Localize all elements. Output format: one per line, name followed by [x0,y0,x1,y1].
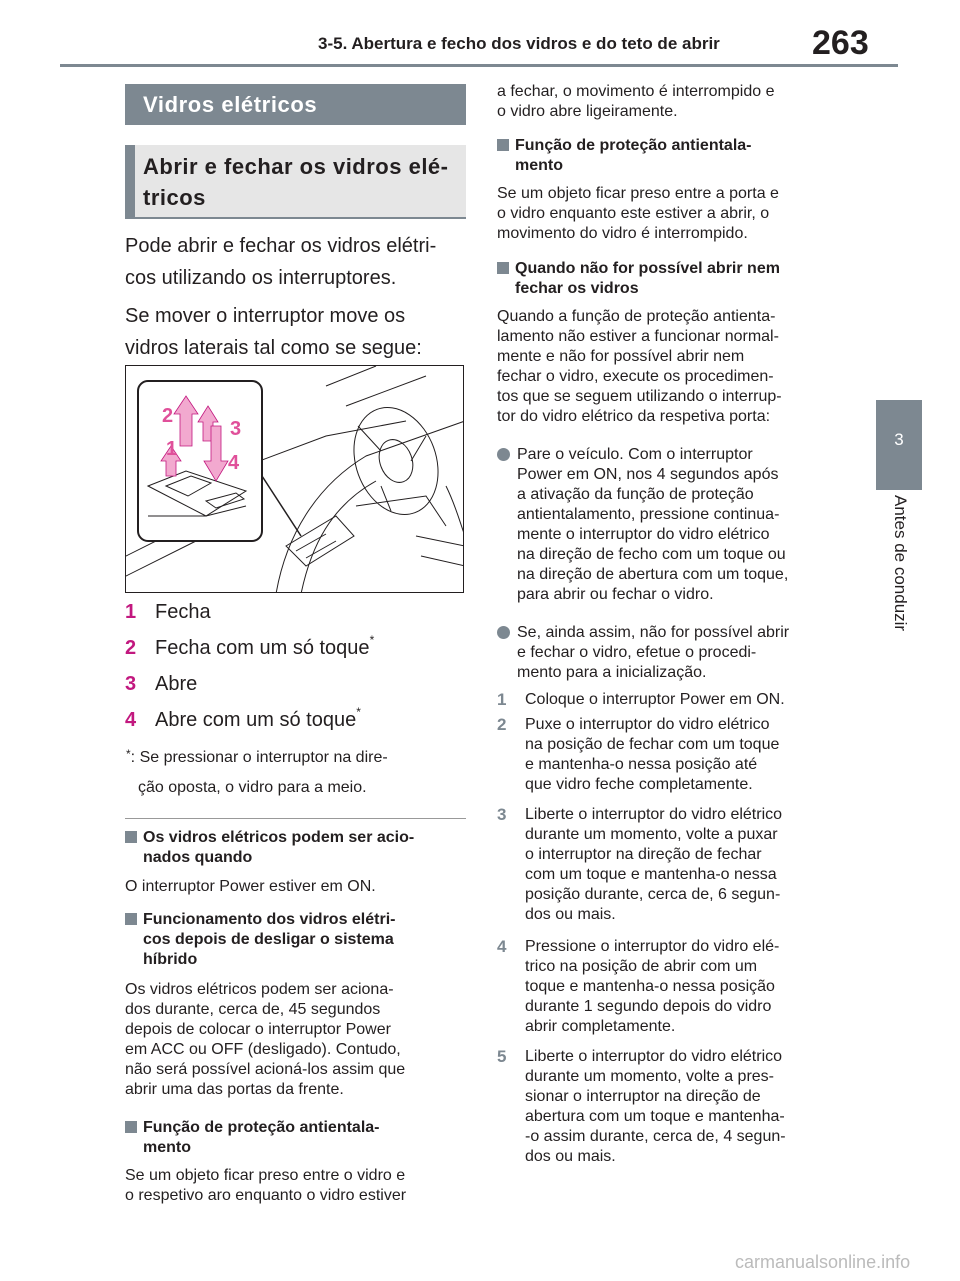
section-title-bar [125,84,466,125]
note-line: toque e mantenha-o nessa posição [525,978,775,995]
note-line: dos ou mais. [525,906,616,923]
note-heading-line: cos depois de desligar o sistema [143,931,394,948]
note-line: Coloque o interruptor Power em ON. [525,691,785,708]
square-bullet-icon [497,262,509,274]
step-item [125,705,361,732]
watermark: carmanualsonline.info [735,1252,911,1272]
note-heading-line: mento [515,157,563,174]
step-number: 4 [125,709,137,731]
bullet-item [497,445,788,605]
note-line: Liberte o interruptor do vidro elétrico [525,1048,783,1065]
note-line: mente o interruptor do vidro elétrico [517,526,770,543]
numbered-step [497,715,779,795]
note-line: Puxe o interruptor do vidro elétrico [525,716,770,733]
note-line: mento para a inicialização. [517,664,707,681]
square-bullet-icon [125,1121,137,1133]
note-heading-line: fechar os vidros [515,280,639,297]
note-line: Se um objeto ficar preso entre a porta e [497,185,779,202]
figure-label: 3 [230,418,242,440]
note-line: sionar o interruptor na direção de [525,1088,761,1105]
note-line: dos ou mais. [525,1148,616,1165]
dashboard-drawing [126,366,464,593]
note-line: durante um momento, volte a pres- [525,1068,775,1085]
step-text: Fecha com um só toque [155,637,370,659]
numbered-step [497,805,782,925]
note-line: e fechar o vidro, efetue o procedi- [517,644,757,661]
intro-line: Se mover o interruptor move os [125,305,406,327]
note-line: O interruptor Power estiver em ON. [125,878,376,895]
note-heading-line: Funcionamento dos vidros elétri- [143,911,396,928]
step-number: 2 [125,637,137,659]
subsection-title: Abrir e fechar os vidros elé- tricos [143,154,449,210]
note-line: mente e não for possível abrir nem [497,348,745,365]
note-line: a ativação da função de proteção [517,486,754,503]
note-line: posição durante, cerca de, 6 segun- [525,886,781,903]
section-title: Vidros elétricos [143,92,318,117]
note-line: e mantenha-o nessa posição até [525,756,758,773]
header-rule [60,64,898,67]
note-line: não será possível acioná-los assim que [125,1061,406,1078]
note-heading-line: nados quando [143,849,253,866]
figure-label: 1 [166,438,178,460]
note-line: Power em ON, nos 4 segundos após [517,466,779,483]
note-heading [125,828,473,868]
note-line: abrir uma das portas da frente. [125,1081,344,1098]
note-line: que vidro feche completamente. [525,776,753,793]
square-bullet-icon [497,139,509,151]
step-number: 5 [497,1047,507,1066]
note-heading [125,1118,473,1158]
step-text: Abre [155,673,198,695]
figure-label: 4 [228,452,240,474]
asterisk: * [369,633,375,647]
step-number: 1 [125,601,137,623]
note-line: abrir completamente. [525,1018,676,1035]
note-body [497,307,782,427]
intro-line: vidros laterais tal como se segue: [125,337,422,359]
note-line: -o assim durante, cerca de, 4 segun- [525,1128,786,1145]
step-number: 3 [125,673,137,695]
note-heading [125,910,473,970]
note-line: Se um objeto ficar preso entre o vidro e [125,1167,406,1184]
page-number: 263 [812,24,869,62]
note-body [125,877,376,897]
footnote-line: ção oposta, o vidro para a meio. [138,779,367,796]
note-line: na posição de fechar com um toque [525,736,780,753]
note-line: Liberte o interruptor do vidro elétrico [525,806,783,823]
note-body [497,184,779,244]
note-line: tos que se seguem utilizando o interrup- [497,388,782,405]
numbered-step [497,690,785,710]
intro-text [125,230,436,364]
round-bullet-icon [497,626,510,639]
note-heading-line: Função de proteção antientala- [515,137,752,154]
note-line: abertura com um toque e mantenha- [525,1108,785,1125]
note-line: durante um momento, volte a puxar [525,826,778,843]
square-bullet-icon [125,913,137,925]
chapter-number: 3 [894,430,904,449]
subsection-rule [125,217,466,219]
step-item [125,633,375,660]
note-line: Quando a função de proteção antienta- [497,308,776,325]
running-header-title: 3-5. Abertura e fecho dos vidros e do teto de abrir [318,34,720,53]
round-bullet-icon [497,448,510,461]
subsection-title-bar [125,145,466,217]
step-number: 2 [497,715,507,734]
step-text: Abre com um só toque [155,709,357,731]
step-text: Fecha [155,601,211,623]
note-line: Os vidros elétricos podem ser aciona- [125,981,394,998]
note-line: lamento não estiver a funcionar normal- [497,328,779,345]
square-bullet-icon [125,831,137,843]
note-line: Pressione o interruptor do vidro elé- [525,938,780,955]
note-line: o respetivo aro enquanto o vidro estiver [125,1187,407,1204]
step-number: 1 [497,690,507,709]
note-body [125,1166,406,1206]
note-line: o vidro abre ligeiramente. [497,103,678,120]
note-heading [497,259,855,299]
step-number: 4 [497,937,507,956]
intro-line: Pode abrir e fechar os vidros elétri- [125,235,437,257]
note-line: Se, ainda assim, não for possível abrir [517,624,790,641]
note-line: a fechar, o movimento é interrompido e [497,83,775,100]
footnote-mark: * [126,747,131,761]
note-line: na direção de fecho com um toque ou [517,546,786,563]
step-number: 3 [497,805,507,824]
note-line: tor do vidro elétrico da respetiva porta: [497,408,771,425]
numbered-step [497,937,779,1037]
note-line: com um toque e mantenha-o nessa [525,866,777,883]
bullet-item [497,623,789,683]
note-line: o vidro enquanto este estiver a abrir, o [497,205,770,222]
continued-text [497,82,774,122]
note-heading [497,136,855,176]
asterisk: * [356,705,361,719]
footnote [126,743,388,803]
figure-label: 2 [162,405,174,427]
intro-line: cos utilizando os interruptores. [125,267,397,289]
note-line: na direção de abertura com um toque, [517,566,789,583]
note-line: em ACC ou OFF (desligado). Contudo, [125,1041,401,1058]
note-line: depois de colocar o interruptor Power [125,1021,391,1038]
footnote-line: : Se pressionar o interruptor na dire- [130,749,388,766]
note-body [125,980,405,1100]
note-line: o interruptor na direção de fechar [525,846,762,863]
note-line: antientalamento, pressione continua- [517,506,780,523]
note-line: movimento do vidro é interrompido. [497,225,748,242]
step-item [125,601,211,624]
note-heading-line: mento [143,1139,191,1156]
note-heading-line: Função de proteção antientala- [143,1119,380,1136]
note-line: dos durante, cerca de, 45 segundos [125,1001,381,1018]
note-line: para abrir ou fechar o vidro. [517,586,714,603]
note-heading-line: Os vidros elétricos podem ser acio- [143,829,415,846]
window-switch-illustration [125,365,464,593]
note-line: durante 1 segundo depois do vidro [525,998,772,1015]
note-line: Pare o veículo. Com o interruptor [517,446,753,463]
step-item [125,673,197,696]
note-heading-line: Quando não for possível abrir nem [515,260,780,277]
note-line: trico na posição de abrir com um [525,958,758,975]
chapter-label: Antes de conduzir [891,495,910,632]
divider [125,818,466,819]
note-line: fechar o vidro, execute os procedimen- [497,368,774,385]
note-heading-line: híbrido [143,951,198,968]
numbered-step [497,1047,786,1167]
